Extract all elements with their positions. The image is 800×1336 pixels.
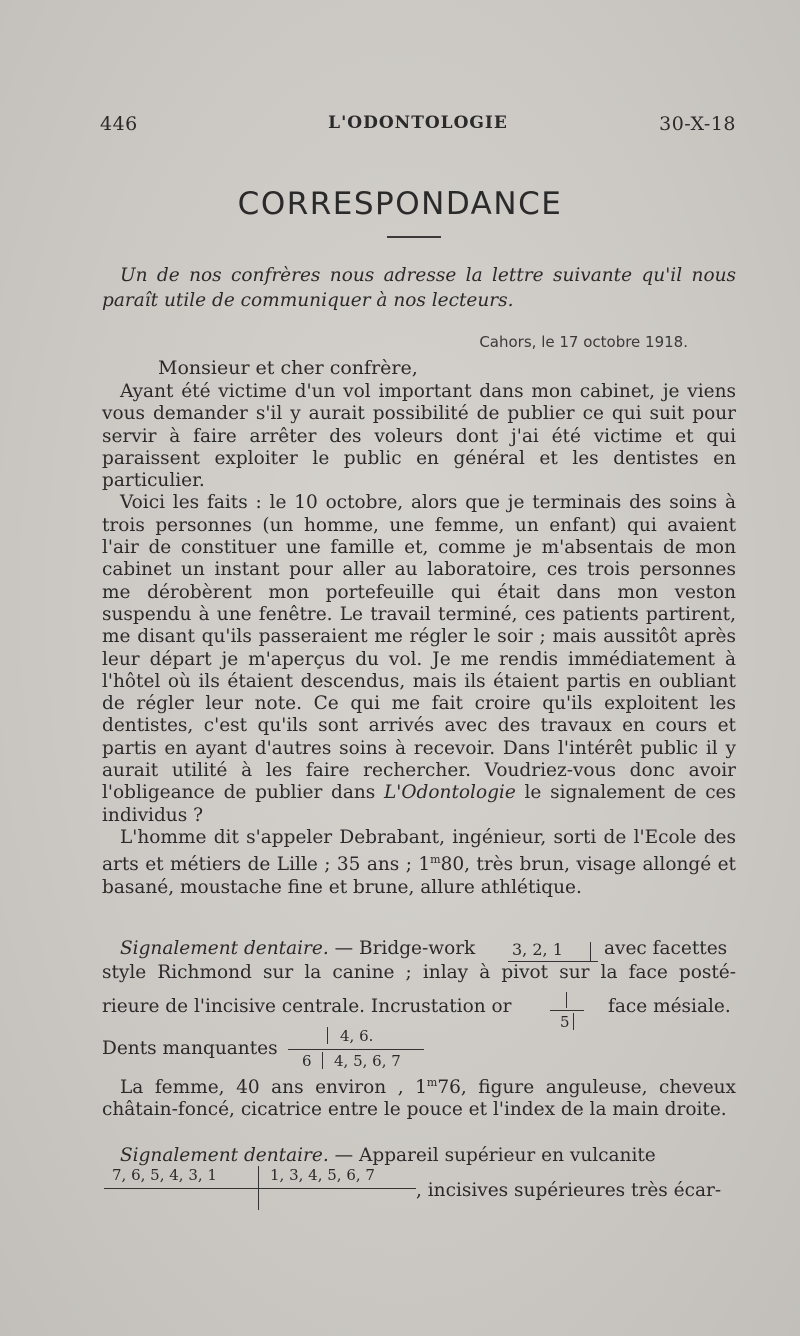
woman-description xyxy=(102,1072,736,1122)
title-rule xyxy=(387,236,441,238)
missing-lower-left: 6 xyxy=(302,1052,312,1070)
woman-teeth-right: 1, 3, 4, 5, 6, 7 xyxy=(270,1166,375,1184)
incrustation-lower-mark xyxy=(573,1013,574,1030)
woman-height-unit: m xyxy=(426,1076,438,1089)
incrustation-tooth: 5 xyxy=(560,1013,570,1031)
dateline: Cahors, le 17 octobre 1918. xyxy=(479,333,688,351)
man-dental-line3: rieure de l'incisive centrale. Incrustation or xyxy=(102,996,512,1017)
running-head xyxy=(100,113,736,141)
missing-lower-midline xyxy=(322,1052,323,1069)
journal-title: L'ODONTOLOGIE xyxy=(328,113,508,133)
bridge-teeth: 3, 2, 1 xyxy=(512,940,563,959)
man-dental-line3-end: face mésiale. xyxy=(608,996,731,1017)
man-text: L'homme dit s'appeler Debrabant, ingénieur, sorti de l'Ecole des arts et métiers de Lille ; 35 ans ; 1 xyxy=(102,826,736,876)
woman-teeth-left: 7, 6, 5, 4, 3, 1 xyxy=(112,1166,217,1184)
page-number: 446 xyxy=(100,113,138,135)
woman-teeth-bar xyxy=(104,1188,416,1189)
woman-dental-label: Signalement dentaire. xyxy=(120,1145,329,1166)
paragraph-theft: Ayant été victime d'un vol important dans mon cabinet, je viens vous demander s'il y aurait possibilité de publier ce qui suit pour servir à faire arrêter des voleurs dont j'ai été victime et qui paraissent exploiter le public en général et les dentistes en particulier. xyxy=(102,381,736,492)
incrustation-upper-mark xyxy=(566,992,567,1008)
paragraph-facts xyxy=(102,492,736,826)
man-height-unit: m xyxy=(430,853,441,867)
missing-lower-right: 4, 5, 6, 7 xyxy=(334,1052,401,1070)
woman-dental-line1 xyxy=(120,1145,736,1166)
man-dental-dash: — Bridge-work xyxy=(328,938,476,959)
missing-upper-midline xyxy=(327,1027,328,1044)
issue-date: 30-X-18 xyxy=(659,113,736,135)
missing-upper-teeth: 4, 6. xyxy=(340,1027,374,1045)
bridge-midline xyxy=(590,942,591,961)
facts-text: Voici les faits : le 10 octobre, alors que je terminais des soins à trois personnes (un homme, une femme, un enfant) qui avaient l'air de constituer une famille et, comme je m'absentais de mon cabinet un instant pour aller au laboratoire, ces trois personnes me dérobèrent mon portefeuille qui était dans mon veston suspendu à une fenêtre. Le travail terminé, ces patients partirent, me disant qu'ils passeraient me régler le soir ; mais aussitôt après leur départ je m'aperçus du vol. Je me rendis immédiatement à l'hôtel où ils étaient descendus, mais ils étaient partis en oubliant de régler leur note. Ce qui me fait croire qu'ils exploitent les dentistes, c'est qu'ils sont arrivés avec des travaux en cours et partis en ayant d'autres soins à recevoir. Dans l'intérêt public il y aurait utilité à les faire rechercher. Voudriez-vous donc avoir l'obligeance de publier dans xyxy=(102,492,736,804)
woman-dental-dash: — Appareil supérieur en vulcanite xyxy=(328,1145,656,1166)
man-dental-line2: style Richmond sur la canine ; inlay à pivot sur la face posté- xyxy=(102,962,736,983)
section-title: CORRESPONDANCE xyxy=(237,186,563,222)
man-text-end: 80, très brun, visage allongé et basané, moustache fine et brune, allure athlétique. xyxy=(102,854,736,898)
woman-text: La femme, 40 ans environ , 1 xyxy=(120,1077,427,1099)
man-dental-label: Signalement dentaire. xyxy=(120,938,329,959)
incrustation-fraction-bar xyxy=(550,1010,584,1011)
paragraph-man xyxy=(102,827,736,899)
man-dental-after-bridge: avec facettes xyxy=(604,938,728,959)
salutation: Monsieur et cher confrère, xyxy=(158,357,418,379)
woman-dental-tail: , incisives supérieures très écar- xyxy=(416,1180,722,1201)
woman-text-end: 76, figure anguleuse, cheveux châtain-foncé, cicatrice entre le pouce et l'index de la main droite. xyxy=(102,1077,736,1121)
missing-teeth-label: Dents manquantes xyxy=(102,1038,278,1059)
journal-reference: L'Odontologie xyxy=(384,782,516,804)
letter-body xyxy=(102,381,736,899)
facts-text-end: le signalement de ces individus ? xyxy=(102,782,737,826)
missing-fraction-bar xyxy=(288,1049,424,1050)
intro-text: Un de nos confrères nous adresse la lettre suivante qu'il nous paraît utile de communiquer à nos lecteurs. xyxy=(102,265,736,311)
man-dental-line1 xyxy=(120,938,475,959)
